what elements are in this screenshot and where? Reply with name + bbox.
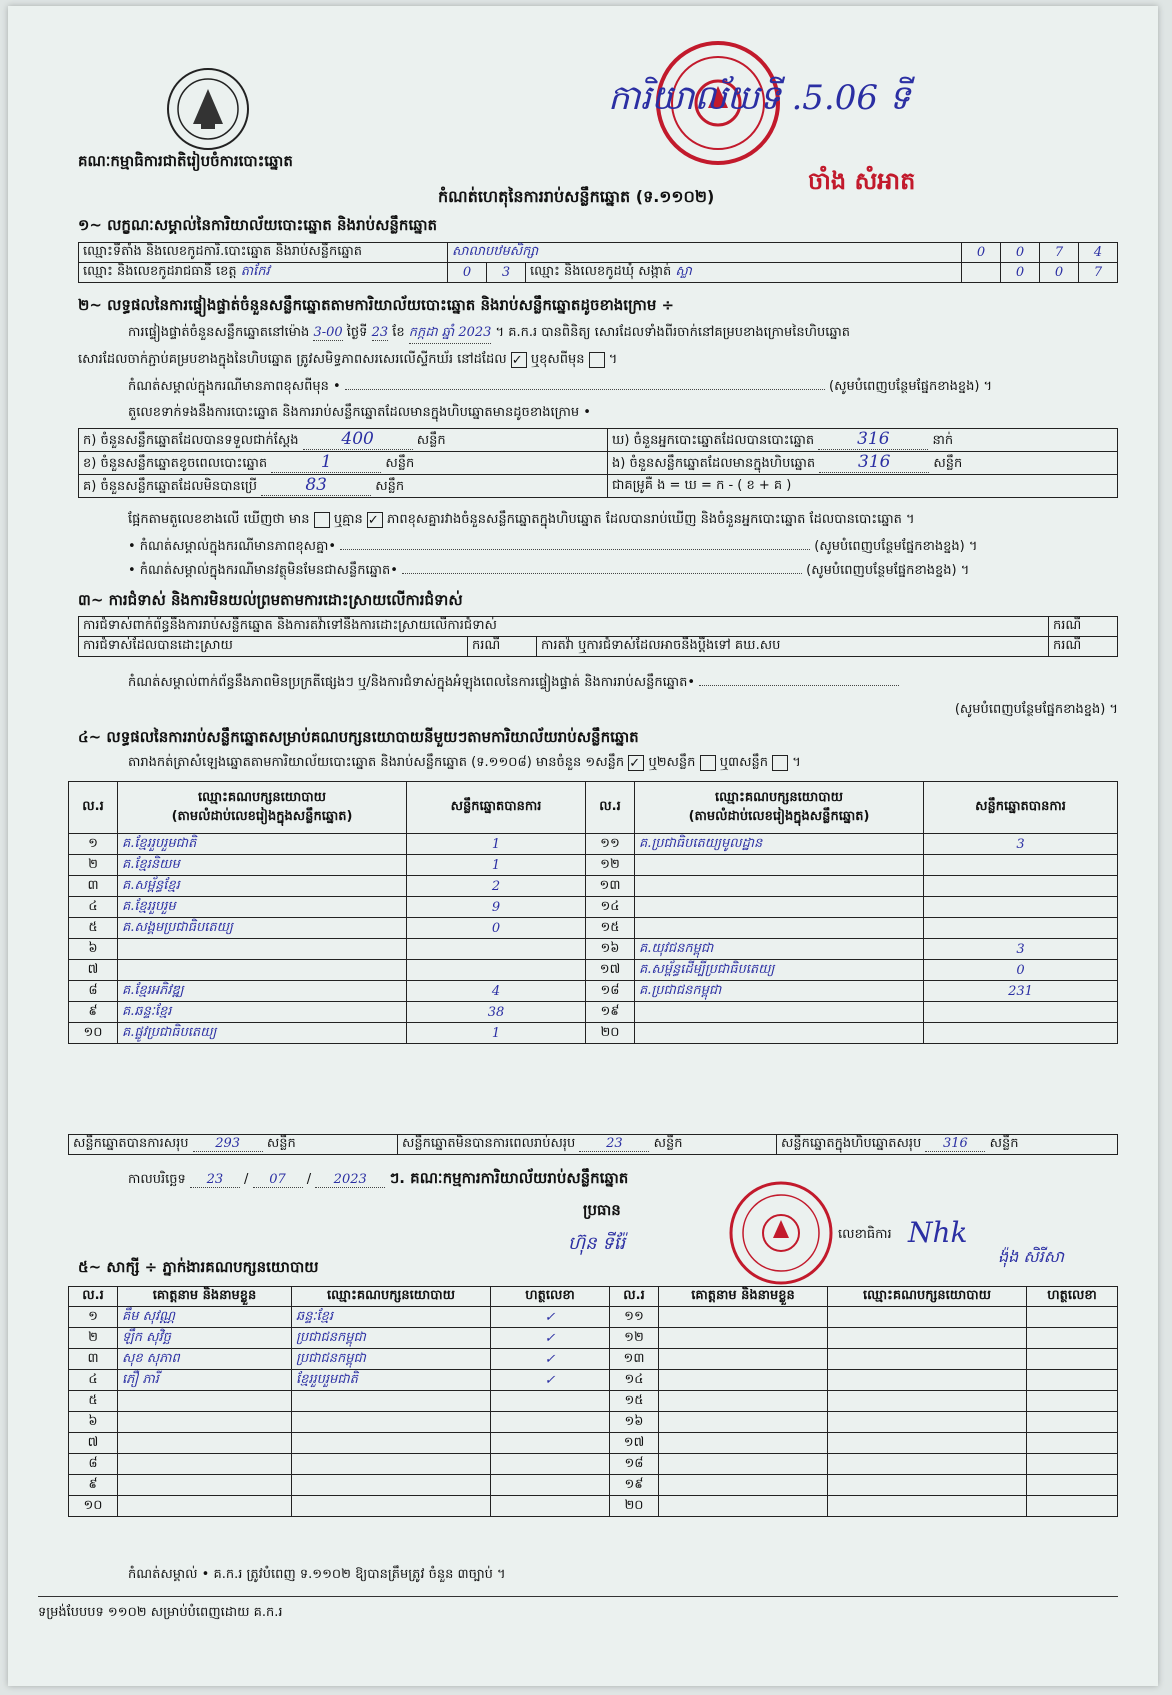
- unit: សន្លឹក: [416, 433, 446, 448]
- row-number: ៥: [69, 1391, 118, 1412]
- stamp-note: ចាំង សំអាត: [808, 167, 916, 195]
- code-digit: 0: [1001, 243, 1040, 263]
- col-party: ឈ្មោះគណបក្សនយោបាយ: [828, 1287, 1027, 1307]
- objection-resolved: ការជំទាស់ដែលបានដោះស្រាយ: [79, 637, 468, 657]
- row-number: ២០: [586, 1023, 635, 1044]
- witness-signature: [491, 1433, 610, 1454]
- province-code-digit: 0: [448, 263, 487, 283]
- row-number: ៧: [69, 960, 118, 981]
- col-party-title: ឈ្មោះគណបក្សនយោបាយ: [715, 789, 843, 805]
- witness-name: [659, 1391, 828, 1412]
- party-name: [635, 1023, 924, 1044]
- party-name: គ.ប្រជាជនកម្ពុជា: [635, 981, 924, 1002]
- unit: សន្លឹក: [653, 1136, 683, 1151]
- row-number: ៩: [69, 1002, 118, 1023]
- form-note: ទម្រង់បែបបទ ១១០២ សម្រាប់បំពេញដោយ គ.ក.រ: [38, 1605, 283, 1620]
- vote-count: 3: [924, 834, 1118, 855]
- committee-name: គណៈកម្មាធិការជាតិរៀបចំការបោះឆ្នោត: [78, 152, 293, 170]
- party-name: គ.ខ្មែរនិយម: [118, 855, 407, 876]
- table-row: [69, 939, 1118, 960]
- row-number: ៦: [69, 939, 118, 960]
- two-sheet-checkbox[interactable]: [700, 755, 716, 771]
- secretary-name: ង៉ុង សិរីសា: [998, 1247, 1065, 1266]
- bullet2-text: • កំណត់សម្គាល់ក្នុងករណីមានវត្ថុមិនមែនជាសន្លឹកឆ្នោត•: [128, 563, 398, 578]
- compare-text-c: ភាពខុសគ្នារវាងចំនួនសន្លឹកឆ្នោតក្នុងហិបឆ្នោត ដែលបានរាប់ឃើញ និងចំនួនអ្នកបោះឆ្នោត ដែលបានបោះឆ្នោត ។: [387, 512, 915, 527]
- witness-party: [292, 1391, 491, 1412]
- committee-sign-label: ៗ. គណៈកម្មការការិយាល័យរាប់សន្លឹកឆ្នោត: [389, 1169, 629, 1187]
- witness-party: [292, 1433, 491, 1454]
- table-row: [69, 897, 1118, 918]
- vote-count: 231: [924, 981, 1118, 1002]
- party-name: គ.ឆន្ទៈខ្មែរ: [118, 1002, 407, 1023]
- table-row: [69, 855, 1118, 876]
- witness-signature: [1027, 1412, 1118, 1433]
- row-number: ១៩: [586, 1002, 635, 1023]
- unit: សន្លឹក: [385, 456, 415, 471]
- witness-name: [659, 1454, 828, 1475]
- three-sheet-checkbox[interactable]: [772, 755, 788, 771]
- col-name: គោត្តនាម និងនាមខ្លួន: [659, 1287, 828, 1307]
- table-row: [69, 1328, 1118, 1349]
- party-name: [635, 897, 924, 918]
- vote-count: 38: [407, 1002, 586, 1023]
- secretary-label: លេខាធិការ: [838, 1227, 892, 1242]
- witness-name: [118, 1454, 292, 1475]
- row-number: ១៤: [586, 897, 635, 918]
- bullet1-text: • កំណត់សម្គាល់ក្នុងករណីមានភាពខុសគ្នា•: [128, 539, 336, 554]
- kha-label: ខ) ចំនួនសន្លឹកឆ្នោតខូចពេលបោះឆ្នោត: [83, 456, 268, 471]
- witness-party: ខ្មែររួបរួមជាតិ: [292, 1370, 491, 1391]
- col-no: ល.រ: [69, 1287, 118, 1307]
- col-no: ល.រ: [69, 782, 118, 834]
- col-sign: ហត្ថលេខា: [1027, 1287, 1118, 1307]
- row-number: ១៩: [610, 1475, 659, 1496]
- vote-count: [924, 1023, 1118, 1044]
- month-label: ខែ: [392, 325, 405, 340]
- witness-signature: [1027, 1349, 1118, 1370]
- witness-signature: [1027, 1496, 1118, 1517]
- case-label: ករណី: [1049, 617, 1118, 637]
- commune-code-digit: 7: [1079, 263, 1118, 283]
- irregularity-text: កំណត់សម្គាល់ពាក់ព័ន្ធនឹងភាពមិនប្រក្រតីផ្សេងៗ ឬ/និងការជំទាស់ក្នុងអំឡុងពេលនៃការផ្ទៀងផ្ទាត់ និងការរាប់សន្លឹកឆ្នោត•: [128, 675, 696, 690]
- witness-party: ឆន្ទៈខ្មែរ: [292, 1307, 491, 1328]
- witness-signature: ✓: [491, 1349, 610, 1370]
- row-number: ១០: [69, 1023, 118, 1044]
- row-number: ១៨: [586, 981, 635, 1002]
- chair-label: ប្រធាន: [583, 1201, 621, 1219]
- witness-signature: ✓: [491, 1307, 610, 1328]
- col-no: ល.រ: [586, 782, 635, 834]
- date-year: 2023: [315, 1172, 385, 1188]
- col-votes: សន្លឹកឆ្នោតបានការ: [924, 782, 1118, 834]
- form-sheet: [8, 6, 1158, 1686]
- figures-intro: តួលេខទាក់ទងនឹងការបោះឆ្នោត និងការរាប់សន្លឹកឆ្នោតដែលមានក្នុងហិបឆ្នោតមានដូចខាងក្រោម •: [128, 405, 591, 420]
- row-number: ២: [69, 855, 118, 876]
- witness-signature: [491, 1454, 610, 1475]
- witness-party: [828, 1433, 1027, 1454]
- fill-note: (សូមបំពេញបន្ថែមផ្នែកខាងខ្នង) ។: [806, 563, 970, 578]
- objections-table: [78, 616, 1118, 657]
- row-number: ១៦: [610, 1412, 659, 1433]
- formula: ជាគម្រូគឺ ង = ឃ = ក - ( ខ + គ ): [608, 475, 1118, 498]
- witness-signature: [491, 1391, 610, 1412]
- three-sheet-text: ឬ៣សន្លឹក: [719, 755, 768, 770]
- table-row: [69, 876, 1118, 897]
- ngo-label: ង) ចំនួនសន្លឹកឆ្នោតដែលមានក្នុងហិបឆ្នោត: [612, 456, 816, 471]
- witness-name: [659, 1496, 828, 1517]
- month-value: កក្កដា ឆ្នាំ 2023: [409, 324, 492, 344]
- sheets-count-text: តារាងកត់ត្រាសំឡេងឆ្នោតតាមការិយាល័យបោះឆ្នោត និងរាប់សន្លឹកឆ្នោត (ទ.១១០៨) មានចំនួន ១សន្លឹក: [128, 755, 625, 770]
- totals-table: [68, 1134, 1118, 1155]
- witness-party: [828, 1307, 1027, 1328]
- witness-party: [292, 1475, 491, 1496]
- ngo-value: 316: [819, 452, 929, 473]
- witness-name: [659, 1307, 828, 1328]
- witness-signature: [1027, 1475, 1118, 1496]
- table-row: [69, 1475, 1118, 1496]
- vote-count: 0: [407, 918, 586, 939]
- total-invalid-label: សន្លឹកឆ្នោតមិនបានការពេលរាប់សរុប: [402, 1136, 576, 1151]
- form-title: កំណត់ហេតុនៃការរាប់សន្លឹកឆ្នោត (ទ.១១០២): [438, 187, 715, 206]
- vote-count: [924, 918, 1118, 939]
- table-row: [69, 1307, 1118, 1328]
- witness-name: [118, 1433, 292, 1454]
- province-label-text: ឈ្មោះ និងលេខកូដរាជធានី ខេត្ត: [83, 264, 237, 279]
- witness-signature: [1027, 1391, 1118, 1412]
- irregularity-note: [128, 674, 1118, 693]
- table-row: [69, 1391, 1118, 1412]
- secretary-signature: Nhk: [908, 1216, 968, 1249]
- table-row: [69, 1412, 1118, 1433]
- lock-text: សោរ​ដែលចាក់ភ្ជាប់គម្របខាងក្នុងនៃហិបឆ្នោត ត្រូវសមិទ្ធភាពសរសេរលើស្ទីកឃ័រ នៅដដែល: [78, 352, 507, 367]
- col-sign: ហត្ថលេខា: [491, 1287, 610, 1307]
- different-checkbox[interactable]: [589, 352, 605, 368]
- row-number: ៨: [69, 1454, 118, 1475]
- row-number: ៦: [69, 1412, 118, 1433]
- nec-emblem-icon: [163, 64, 253, 154]
- same-checkbox[interactable]: ✓: [511, 352, 527, 368]
- verification-text: ការផ្ទៀងផ្ទាត់ចំនួនសន្លឹកឆ្នោតនៅម៉ោង: [128, 325, 310, 340]
- witness-name: ឡឹក សុវិច្ឆ: [118, 1328, 292, 1349]
- handwritten-station-code: ការិយាល័យទី .5.06 ទី: [608, 78, 911, 118]
- lock-line: សោរ​ដែលចាក់ភ្ជាប់គម្របខាងក្នុងនៃហិបឆ្នោត ត្រូវសមិទ្ធភាពសរសេរលើស្ទីកឃ័រ នៅដដែល ✓ ឬខុសពីមុន ។: [78, 352, 618, 368]
- compare-text: ផ្អែកតាមតួលេខខាងលើ ឃើញថា មាន: [128, 512, 310, 527]
- has-difference-checkbox[interactable]: [314, 512, 330, 528]
- ka-label: ក) ចំនួនសន្លឹកឆ្នោតដែលបានទទួលជាក់ស្តែង: [83, 433, 299, 448]
- witness-signature: [1027, 1454, 1118, 1475]
- row-number: ១៣: [586, 876, 635, 897]
- table-row: [69, 1023, 1118, 1044]
- province-value: តាកែវ: [240, 264, 270, 279]
- party-name: គ.សម្ព័ន្ធខ្មែរ: [118, 876, 407, 897]
- party-name: [635, 876, 924, 897]
- table-row: [69, 1433, 1118, 1454]
- row-number: ១៧: [586, 960, 635, 981]
- unit: សន្លឹក: [989, 1136, 1019, 1151]
- row-number: ១៦: [586, 939, 635, 960]
- footer-divider: [38, 1596, 1118, 1597]
- objection-row1: ការជំទាស់ពាក់ព័ន្ធនឹងការរាប់សន្លឹកឆ្នោត និងការតវ៉ាទៅនឹងការដោះស្រាយលើការជំទាស់: [79, 617, 1049, 637]
- code-digit: 7: [1040, 243, 1079, 263]
- witness-party: [828, 1412, 1027, 1433]
- row-number: ២០: [610, 1496, 659, 1517]
- total-invalid-value: 23: [579, 1136, 649, 1152]
- row-number: ១៤: [610, 1370, 659, 1391]
- commune-code-digit: 0: [1001, 263, 1040, 283]
- party-name: គ.ប្រជាធិបតេយ្យមូលដ្ឋាន: [635, 834, 924, 855]
- witness-name: [659, 1412, 828, 1433]
- row-number: ១៣: [610, 1349, 659, 1370]
- witness-party: [828, 1370, 1027, 1391]
- total-valid-label: សន្លឹកឆ្នោតបានការសរុប: [73, 1136, 189, 1151]
- figures-table: [78, 428, 1118, 498]
- table-row: [69, 918, 1118, 939]
- party-name: គ.ខ្មែររួបរួម: [118, 897, 407, 918]
- party-name: គ.ខ្មែររួបរួមជាតិ: [118, 834, 407, 855]
- section4-title: ៤~ លទ្ធផលនៃការរាប់សន្លឹកឆ្នោតសម្រាប់គណបក្សនយោបាយនីមួយៗតាមការិយាល័យរាប់សន្លឹកឆ្នោត: [78, 728, 639, 746]
- witness-party: [828, 1475, 1027, 1496]
- vote-count: 1: [407, 834, 586, 855]
- irregularity-fill: [78, 701, 1118, 720]
- footnote: កំណត់សម្គាល់ • គ.ក.រ ត្រូវបំពេញ ទ.១១០២ ឱ្យបានត្រឹមត្រូវ ចំនួន ៣ច្បាប់ ។: [128, 1567, 506, 1582]
- row-number: ១៥: [586, 918, 635, 939]
- witness-signature: [1027, 1433, 1118, 1454]
- compare-line: [128, 511, 1118, 530]
- table-row: [69, 1370, 1118, 1391]
- witness-name: [118, 1391, 292, 1412]
- row-number: ១១: [610, 1307, 659, 1328]
- party-name: [118, 960, 407, 981]
- commune-value: ស្លា: [675, 264, 692, 279]
- col-votes: សន្លឹកឆ្នោតបានការ: [407, 782, 586, 834]
- witness-name: [659, 1328, 828, 1349]
- party-name: គ.ខ្មែរអភិវឌ្ឍ: [118, 981, 407, 1002]
- row-number: ៩: [69, 1475, 118, 1496]
- row-number: ១២: [610, 1328, 659, 1349]
- unit: សន្លឹក: [375, 479, 405, 494]
- one-sheet-checkbox[interactable]: ✓: [628, 755, 644, 771]
- case-label: ករណី: [1049, 637, 1118, 657]
- diff-note-line: [128, 378, 1118, 397]
- unit-person: នាក់: [932, 433, 954, 448]
- day-label: ថ្ងៃទី: [346, 325, 368, 340]
- col-name: គោត្តនាម និងនាមខ្លួន: [118, 1287, 292, 1307]
- party-name: គ.សង្គមប្រជាធិបតេយ្យ: [118, 918, 407, 939]
- total-valid-value: 293: [193, 1136, 263, 1152]
- witness-signature: ✓: [491, 1328, 610, 1349]
- row-number: ១: [69, 1307, 118, 1328]
- vote-count: 4: [407, 981, 586, 1002]
- witness-name: [659, 1370, 828, 1391]
- verification-text-b: ។ គ.ក.រ បានពិនិត្យ សោរ​ដែលទាំងពីរចាក់នៅគម្របខាងក្រោមនៃហិបឆ្នោត: [495, 325, 850, 340]
- code-digit: 0: [962, 243, 1001, 263]
- total-box-value: 316: [925, 1136, 985, 1152]
- day-value: 23: [371, 325, 389, 340]
- gha-value: 316: [818, 429, 928, 450]
- unit: សន្លឹក: [933, 456, 963, 471]
- witness-signature: ✓: [491, 1370, 610, 1391]
- section3-title: ៣~ ការជំទាស់ និងការមិនយល់ព្រមតាមការដោះស្រាយលើការជំទាស់: [78, 591, 463, 609]
- party-name: គ.សម្ព័ន្ធដើម្បីប្រជាធិបតេយ្យ: [635, 960, 924, 981]
- row-number: ៣: [69, 1349, 118, 1370]
- vote-count: [924, 897, 1118, 918]
- commune-label-text: ឈ្មោះ និងលេខកូដឃុំ សង្កាត់: [530, 264, 672, 279]
- row-number: ១៥: [610, 1391, 659, 1412]
- date-line: កាលបរិច្ឆេទ 23 / 07 / 2023 ៗ. គណៈកម្មការការិយាល័យរាប់សន្លឹកឆ្នោត: [128, 1169, 629, 1187]
- witness-name: [118, 1496, 292, 1517]
- witness-name: [118, 1412, 292, 1433]
- row-number: ៣: [69, 876, 118, 897]
- diff-note-label: កំណត់សម្គាល់ក្នុងករណីមានភាពខុសពីមុន •: [128, 379, 341, 394]
- total-box-label: សន្លឹកឆ្នោតក្នុងហិបឆ្នោតសរុប: [781, 1136, 922, 1151]
- witness-name: [659, 1349, 828, 1370]
- col-party-title: ឈ្មោះគណបក្សនយោបាយ: [198, 789, 326, 805]
- witness-party: ប្រជាជនកម្ពុជា: [292, 1349, 491, 1370]
- table-row: [69, 960, 1118, 981]
- witness-party: [828, 1349, 1027, 1370]
- province-code-digit: 3: [487, 263, 526, 283]
- ko-value: 83: [261, 475, 371, 496]
- objection-appeal: ការតវ៉ា ឬការជំទាស់ដែលអាចនឹងប្តឹងទៅ គឃ.សប: [537, 637, 1049, 657]
- witness-signature: [1027, 1328, 1118, 1349]
- party-name: [118, 939, 407, 960]
- row-number: ១៧: [610, 1433, 659, 1454]
- row-number: ៥: [69, 918, 118, 939]
- row-number: ៤: [69, 1370, 118, 1391]
- witness-party: [828, 1328, 1027, 1349]
- date-month: 07: [253, 1172, 303, 1188]
- witness-party: ប្រជាជនកម្ពុជា: [292, 1328, 491, 1349]
- witness-signature: [491, 1412, 610, 1433]
- table-row: [69, 834, 1118, 855]
- unit: សន្លឹក: [266, 1136, 296, 1151]
- witness-table: [68, 1286, 1118, 1517]
- kha-value: 1: [271, 452, 381, 473]
- commune-label: [526, 263, 962, 283]
- ko-label: គ) ចំនួនសន្លឹកឆ្នោតដែលមិនបានប្រើ: [83, 479, 257, 494]
- case-label: ករណី: [468, 637, 537, 657]
- vote-count: [407, 960, 586, 981]
- fill-note: (សូមបំពេញបន្ថែមផ្នែកខាងខ្នង) ។: [954, 702, 1118, 717]
- row-number: ១៨: [610, 1454, 659, 1475]
- row-number: ៧: [69, 1433, 118, 1454]
- witness-signature: [1027, 1370, 1118, 1391]
- row-number: ១: [69, 834, 118, 855]
- date-label: កាលបរិច្ឆេទ: [128, 1172, 186, 1187]
- table-row: [69, 1349, 1118, 1370]
- col-party-sub: (តាមលំដាប់លេខរៀងក្នុងសន្លឹកឆ្នោត): [688, 808, 870, 824]
- witness-name: គឹម សុវណ្ណ: [118, 1307, 292, 1328]
- witness-signature: [491, 1496, 610, 1517]
- fill-note: (សូមបំពេញបន្ថែមផ្នែកខាងខ្នង) ។: [829, 379, 993, 394]
- location-value: សាលាបឋមសិក្សា: [448, 243, 962, 263]
- party-name: គ.ផ្លូវប្រជាធិបតេយ្យ: [118, 1023, 407, 1044]
- vote-count: 1: [407, 855, 586, 876]
- vote-count: [924, 1002, 1118, 1023]
- witness-party: [828, 1391, 1027, 1412]
- witness-party: [828, 1454, 1027, 1475]
- witness-party: [292, 1454, 491, 1475]
- ka-value: 400: [303, 429, 413, 450]
- section2-title: ២~ លទ្ធផលនៃការផ្ទៀងផ្ទាត់ចំនួនសន្លឹកឆ្នោតតាមការិយាល័យបោះឆ្នោត និងរាប់សន្លឹកឆ្នោតដូចខាងក្រោម ÷: [78, 296, 675, 314]
- row-number: ១០: [69, 1496, 118, 1517]
- row-number: ១២: [586, 855, 635, 876]
- witness-party: [828, 1496, 1027, 1517]
- two-sheet-text: ឬ២សន្លឹក: [648, 755, 696, 770]
- province-label: [79, 263, 448, 283]
- party-name: [635, 918, 924, 939]
- section5-title: ៥~ សាក្សី ÷ ភ្នាក់ងារគណបក្សនយោបាយ: [78, 1258, 319, 1276]
- party-name: [635, 1002, 924, 1023]
- table-row: [69, 1002, 1118, 1023]
- bullet2-line: [128, 562, 1118, 581]
- chair-name: ហ៊ុន ទីរ៉ែ: [568, 1233, 626, 1254]
- bullet1-line: [128, 538, 1118, 557]
- row-number: ១១: [586, 834, 635, 855]
- vote-count: 1: [407, 1023, 586, 1044]
- votes-table: [68, 781, 1118, 1044]
- code-digit: 4: [1079, 243, 1118, 263]
- party-name: [635, 855, 924, 876]
- table-row: [69, 1454, 1118, 1475]
- sheets-count-line: តារាងកត់ត្រាសំឡេងឆ្នោតតាមការិយាល័យបោះឆ្នោត និងរាប់សន្លឹកឆ្នោត (ទ.១១០៨) មានចំនួន ១សន្លឹក ✓ ឬ២សន្លឹក ឬ៣សន្លឹក ។: [128, 755, 801, 771]
- vote-count: 9: [407, 897, 586, 918]
- gha-label: ឃ) ចំនួនអ្នកបោះឆ្នោតដែលបានបោះឆ្នោត: [612, 433, 815, 448]
- col-no: ល.រ: [610, 1287, 659, 1307]
- col-party: [635, 782, 924, 834]
- witness-party: [292, 1412, 491, 1433]
- witness-name: សុខ សុភាព: [118, 1349, 292, 1370]
- witness-party: [292, 1496, 491, 1517]
- witness-signature: [491, 1475, 610, 1496]
- row-number: ៨: [69, 981, 118, 1002]
- vote-count: 0: [924, 960, 1118, 981]
- witness-name: [659, 1475, 828, 1496]
- date-day: 23: [190, 1172, 240, 1188]
- witness-signature: [1027, 1307, 1118, 1328]
- fill-note: (សូមបំពេញបន្ថែមផ្នែកខាងខ្នង) ។: [814, 539, 978, 554]
- table-row: [69, 981, 1118, 1002]
- table-row: [69, 1496, 1118, 1517]
- col-party-sub: (តាមលំដាប់លេខរៀងក្នុងសន្លឹកឆ្នោត): [171, 808, 353, 824]
- witness-name: [118, 1475, 292, 1496]
- witness-name: ភឿ ភារី: [118, 1370, 292, 1391]
- vote-count: [924, 876, 1118, 897]
- witness-name: [659, 1433, 828, 1454]
- section1-table: [78, 242, 1118, 283]
- vote-count: 3: [924, 939, 1118, 960]
- col-party: ឈ្មោះគណបក្សនយោបាយ: [292, 1287, 491, 1307]
- section1-title: ១~ លក្ខណៈសម្គាល់នៃការិយាល័យបោះឆ្នោត និងរាប់សន្លឹកឆ្នោត: [78, 216, 438, 234]
- row-number: ២: [69, 1328, 118, 1349]
- verification-line: [128, 324, 1118, 344]
- row-number: ៤: [69, 897, 118, 918]
- lock-text-b: ឬខុសពីមុន: [530, 352, 585, 367]
- compare-text-b: ឬគ្មាន: [333, 512, 363, 527]
- no-difference-checkbox[interactable]: ✓: [367, 512, 383, 528]
- vote-count: 2: [407, 876, 586, 897]
- location-label: ឈ្មោះទីតាំង និងលេខកូដការិ.បោះឆ្នោត និងរាប់សន្លឹកឆ្នោត: [79, 243, 448, 263]
- vote-count: [407, 939, 586, 960]
- committee-stamp-icon: [726, 1178, 836, 1288]
- vote-count: [924, 855, 1118, 876]
- party-name: គ.យុវជនកម្ពុជា: [635, 939, 924, 960]
- commune-code-digit: 0: [1040, 263, 1079, 283]
- col-party: [118, 782, 407, 834]
- time-value: 3-00: [313, 325, 343, 340]
